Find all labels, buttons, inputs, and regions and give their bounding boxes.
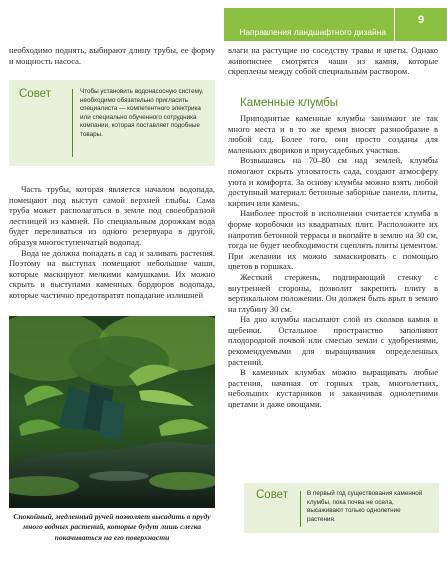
left-intro-text — [9, 45, 215, 66]
right-paragraph-6: В каменных клумбах можно выращивать любые растения, начиная от горных трав, многолетних, небольших кустарников и заканчивая однолетними цветами и даже овощами. — [228, 367, 438, 410]
section-heading: Каменные клумбы — [240, 97, 339, 109]
right-paragraph-2: Возвышаясь на 70–80 см над землей, клумбы помогают скрыть угловатость сада, создают атмосферу уюта и комфорта. За основу клумбы можно взять любой доступный материал: бетонные заборные панели, плиты, кирпич или камень. — [228, 155, 438, 208]
photo-caption: Спокойный, медленный ручей позволяет высадить в прудy много водных растений, которые будут лишь слегка покачиваться на его поверхности — [13, 512, 211, 542]
tip-box-right — [244, 483, 439, 533]
right-body-text — [228, 113, 438, 410]
right-intro-paragraph: влаги на растущие по соседству травы и цветы. Однако живописнее смотрятся чаши из камня, которые скреплены между собой специальным раствором. — [228, 45, 438, 77]
right-paragraph-5: На дно клумбы насыпают слой из сколков камня и щебенки. Остальное пространство заполняют плодородной почвой или смесью земли с удобрениями, рекомендуемыми для выращивания определенных растений. — [228, 314, 438, 367]
tip-box-left — [9, 80, 215, 166]
right-paragraph-4: Жесткий стержень, подпирающий стенку с внутренней стороны, позволит закрепить плиту в вертикальном положении. Он должен быть врыт в землю на глубину 30 см. — [228, 271, 438, 314]
header-section-title: Направления ландшафтного дизайна — [239, 27, 386, 37]
tip-title-right: Совет — [256, 489, 288, 501]
tip-divider-left — [72, 89, 73, 157]
left-intro-paragraph: необходимо поднять, выбирают длину трубы, ее форму и мощность насоса. — [9, 45, 215, 66]
left-paragraph-1: Часть трубы, которая является началом водопада, помещают под выступ самой верхней глыбы. Сама труба может располагаться в земле под своеобразной лестницей из камней. По специальным дорожкам вода будет переливаться из одного резервуара в другой, образуя многоступенчатый водопад. — [9, 184, 215, 247]
tip-text-right: В первый год существования каменной клумбы, пока почва не осела, высаживают только однолетние растения. — [307, 490, 423, 523]
right-paragraph-1: Приподнятые каменные клумбы занимают не так много места и в то же время вносят разнообразие в любой сад. Более того, они просто созданы для маленьких двориков и приусадебных участков. — [228, 113, 438, 155]
left-paragraph-2: Вода не должна попадать в сад и заливать растения. Поэтому на выступах помещают небольшие чаши, которые маскируют мелкими камушками. Их можно скрыть и выступами каменных бордюров водопада, которые частично предотвратят попадание излишней — [9, 247, 215, 300]
right-paragraph-3: Наиболее простой в исполнении считается клумба в форме коробочки из квадратных плит. Расположите их напротив бетонной террасы и вкопайте в землю на 30 см, тогда не будет необходимости сцеплять плиты цементом. При желании их можно замаскировать с помощью цветов в горшках. — [228, 208, 438, 272]
right-intro-text — [228, 45, 438, 77]
tip-text-left: Чтобы установить водонасосную систему, необходимо обязательно пригласить специалиста — компетентного электрика или специально обученного сотрудника компании, которая поставляет подобные товары. — [80, 88, 204, 138]
garden-stream-photo — [9, 316, 215, 508]
tip-divider-right — [300, 491, 301, 527]
page-number: 9 — [417, 14, 425, 26]
tip-title-left: Совет — [19, 88, 51, 100]
left-body-text — [9, 184, 215, 301]
